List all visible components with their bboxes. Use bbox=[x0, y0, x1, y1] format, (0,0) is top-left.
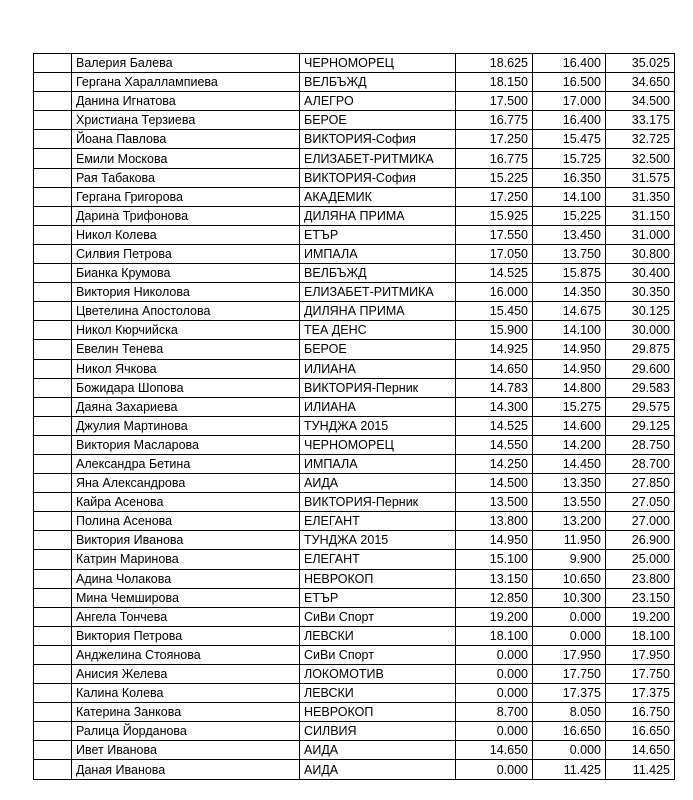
name-cell: Мина Чемширова bbox=[72, 588, 300, 607]
club-cell: НЕВРОКОП bbox=[300, 703, 456, 722]
total-cell: 31.350 bbox=[606, 187, 675, 206]
name-cell: Анджелина Стоянова bbox=[72, 645, 300, 664]
table-row bbox=[34, 264, 675, 283]
club-cell: ЧЕРНОМОРЕЦ bbox=[300, 54, 456, 73]
rank-cell bbox=[34, 454, 72, 473]
rank-cell bbox=[34, 92, 72, 111]
score1-cell: 17.550 bbox=[456, 225, 533, 244]
total-cell: 16.650 bbox=[606, 722, 675, 741]
score2-cell: 13.750 bbox=[533, 244, 606, 263]
club-cell: ЧЕРНОМОРЕЦ bbox=[300, 435, 456, 454]
score1-cell: 13.500 bbox=[456, 493, 533, 512]
score1-cell: 12.850 bbox=[456, 588, 533, 607]
table-row bbox=[34, 665, 675, 684]
score1-cell: 17.500 bbox=[456, 92, 533, 111]
name-cell: Никол Ячкова bbox=[72, 359, 300, 378]
table-row bbox=[34, 168, 675, 187]
club-cell: СИЛВИЯ bbox=[300, 722, 456, 741]
rank-cell bbox=[34, 378, 72, 397]
score2-cell: 14.950 bbox=[533, 340, 606, 359]
name-cell: Силвия Петрова bbox=[72, 244, 300, 263]
score2-cell: 0.000 bbox=[533, 607, 606, 626]
club-cell: ЕЛИЗАБЕТ-РИТМИКА bbox=[300, 283, 456, 302]
table-row bbox=[34, 703, 675, 722]
table-row bbox=[34, 244, 675, 263]
score2-cell: 14.675 bbox=[533, 302, 606, 321]
score2-cell: 0.000 bbox=[533, 626, 606, 645]
score2-cell: 15.875 bbox=[533, 264, 606, 283]
total-cell: 16.750 bbox=[606, 703, 675, 722]
name-cell: Анисия Желева bbox=[72, 665, 300, 684]
table-row bbox=[34, 340, 675, 359]
table-row bbox=[34, 416, 675, 435]
score1-cell: 19.200 bbox=[456, 607, 533, 626]
score2-cell: 17.750 bbox=[533, 665, 606, 684]
results-table bbox=[33, 53, 675, 780]
total-cell: 23.800 bbox=[606, 569, 675, 588]
total-cell: 17.375 bbox=[606, 684, 675, 703]
name-cell: Виктория Николова bbox=[72, 283, 300, 302]
name-cell: Кайра Асенова bbox=[72, 493, 300, 512]
score1-cell: 14.500 bbox=[456, 474, 533, 493]
table-row bbox=[34, 474, 675, 493]
total-cell: 34.650 bbox=[606, 73, 675, 92]
name-cell: Никол Кюрчийска bbox=[72, 321, 300, 340]
club-cell: ЕЛЕГАНТ bbox=[300, 550, 456, 569]
rank-cell bbox=[34, 550, 72, 569]
rank-cell bbox=[34, 264, 72, 283]
score1-cell: 14.650 bbox=[456, 741, 533, 760]
score2-cell: 14.950 bbox=[533, 359, 606, 378]
name-cell: Александра Бетина bbox=[72, 454, 300, 473]
table-row bbox=[34, 550, 675, 569]
score1-cell: 16.000 bbox=[456, 283, 533, 302]
name-cell: Гергана Григорова bbox=[72, 187, 300, 206]
name-cell: Даная Иванова bbox=[72, 760, 300, 779]
rank-cell bbox=[34, 493, 72, 512]
table-row bbox=[34, 149, 675, 168]
name-cell: Данина Игнатова bbox=[72, 92, 300, 111]
club-cell: НЕВРОКОП bbox=[300, 569, 456, 588]
score1-cell: 0.000 bbox=[456, 684, 533, 703]
rank-cell bbox=[34, 665, 72, 684]
score2-cell: 15.475 bbox=[533, 130, 606, 149]
rank-cell bbox=[34, 321, 72, 340]
table-row bbox=[34, 435, 675, 454]
total-cell: 31.150 bbox=[606, 206, 675, 225]
score1-cell: 14.525 bbox=[456, 416, 533, 435]
table-row bbox=[34, 607, 675, 626]
table-row bbox=[34, 54, 675, 73]
total-cell: 18.100 bbox=[606, 626, 675, 645]
results-table-body bbox=[34, 54, 675, 780]
total-cell: 30.400 bbox=[606, 264, 675, 283]
score2-cell: 11.425 bbox=[533, 760, 606, 779]
name-cell: Адина Чолакова bbox=[72, 569, 300, 588]
club-cell: БЕРОЕ bbox=[300, 340, 456, 359]
table-row bbox=[34, 225, 675, 244]
club-cell: СиВи Спорт bbox=[300, 607, 456, 626]
score1-cell: 14.525 bbox=[456, 264, 533, 283]
name-cell: Цветелина Апостолова bbox=[72, 302, 300, 321]
score2-cell: 14.350 bbox=[533, 283, 606, 302]
score1-cell: 14.250 bbox=[456, 454, 533, 473]
score2-cell: 15.225 bbox=[533, 206, 606, 225]
name-cell: Калина Колева bbox=[72, 684, 300, 703]
name-cell: Христиана Терзиева bbox=[72, 111, 300, 130]
club-cell: ТЕА ДЕНС bbox=[300, 321, 456, 340]
total-cell: 29.600 bbox=[606, 359, 675, 378]
club-cell: ЛЕВСКИ bbox=[300, 684, 456, 703]
total-cell: 32.500 bbox=[606, 149, 675, 168]
club-cell: ИЛИАНА bbox=[300, 397, 456, 416]
score1-cell: 18.625 bbox=[456, 54, 533, 73]
table-row bbox=[34, 626, 675, 645]
name-cell: Виктория Иванова bbox=[72, 531, 300, 550]
table-row bbox=[34, 283, 675, 302]
rank-cell bbox=[34, 722, 72, 741]
name-cell: Ивет Иванова bbox=[72, 741, 300, 760]
club-cell: ВИКТОРИЯ-София bbox=[300, 168, 456, 187]
score2-cell: 16.400 bbox=[533, 54, 606, 73]
score2-cell: 15.275 bbox=[533, 397, 606, 416]
score2-cell: 10.650 bbox=[533, 569, 606, 588]
name-cell: Гергана Хараллампиева bbox=[72, 73, 300, 92]
score1-cell: 13.150 bbox=[456, 569, 533, 588]
score1-cell: 0.000 bbox=[456, 760, 533, 779]
score1-cell: 14.550 bbox=[456, 435, 533, 454]
score1-cell: 15.225 bbox=[456, 168, 533, 187]
club-cell: ТУНДЖА 2015 bbox=[300, 531, 456, 550]
club-cell: ВИКТОРИЯ-София bbox=[300, 130, 456, 149]
name-cell: Полина Асенова bbox=[72, 512, 300, 531]
rank-cell bbox=[34, 340, 72, 359]
table-row bbox=[34, 206, 675, 225]
score1-cell: 15.925 bbox=[456, 206, 533, 225]
score1-cell: 0.000 bbox=[456, 722, 533, 741]
total-cell: 29.583 bbox=[606, 378, 675, 397]
score1-cell: 15.900 bbox=[456, 321, 533, 340]
rank-cell bbox=[34, 225, 72, 244]
rank-cell bbox=[34, 569, 72, 588]
name-cell: Ралица Йорданова bbox=[72, 722, 300, 741]
total-cell: 11.425 bbox=[606, 760, 675, 779]
rank-cell bbox=[34, 206, 72, 225]
name-cell: Дарина Трифонова bbox=[72, 206, 300, 225]
total-cell: 33.175 bbox=[606, 111, 675, 130]
rank-cell bbox=[34, 760, 72, 779]
score2-cell: 17.000 bbox=[533, 92, 606, 111]
score1-cell: 18.150 bbox=[456, 73, 533, 92]
total-cell: 34.500 bbox=[606, 92, 675, 111]
total-cell: 31.575 bbox=[606, 168, 675, 187]
score2-cell: 14.450 bbox=[533, 454, 606, 473]
rank-cell bbox=[34, 359, 72, 378]
score2-cell: 13.200 bbox=[533, 512, 606, 531]
total-cell: 27.000 bbox=[606, 512, 675, 531]
rank-cell bbox=[34, 684, 72, 703]
rank-cell bbox=[34, 130, 72, 149]
score2-cell: 0.000 bbox=[533, 741, 606, 760]
rank-cell bbox=[34, 54, 72, 73]
rank-cell bbox=[34, 416, 72, 435]
table-row bbox=[34, 684, 675, 703]
club-cell: СиВи Спорт bbox=[300, 645, 456, 664]
score2-cell: 16.350 bbox=[533, 168, 606, 187]
rank-cell bbox=[34, 187, 72, 206]
score1-cell: 14.650 bbox=[456, 359, 533, 378]
score2-cell: 14.100 bbox=[533, 321, 606, 340]
score2-cell: 10.300 bbox=[533, 588, 606, 607]
club-cell: АИДА bbox=[300, 760, 456, 779]
total-cell: 23.150 bbox=[606, 588, 675, 607]
table-row bbox=[34, 512, 675, 531]
score2-cell: 14.100 bbox=[533, 187, 606, 206]
total-cell: 30.350 bbox=[606, 283, 675, 302]
table-row bbox=[34, 187, 675, 206]
table-row bbox=[34, 493, 675, 512]
rank-cell bbox=[34, 703, 72, 722]
table-row bbox=[34, 569, 675, 588]
name-cell: Бианка Крумова bbox=[72, 264, 300, 283]
rank-cell bbox=[34, 111, 72, 130]
score1-cell: 8.700 bbox=[456, 703, 533, 722]
total-cell: 30.000 bbox=[606, 321, 675, 340]
score1-cell: 17.050 bbox=[456, 244, 533, 263]
score1-cell: 16.775 bbox=[456, 111, 533, 130]
total-cell: 25.000 bbox=[606, 550, 675, 569]
total-cell: 28.750 bbox=[606, 435, 675, 454]
score1-cell: 17.250 bbox=[456, 187, 533, 206]
total-cell: 35.025 bbox=[606, 54, 675, 73]
table-row bbox=[34, 302, 675, 321]
score1-cell: 14.300 bbox=[456, 397, 533, 416]
name-cell: Евелин Тенева bbox=[72, 340, 300, 359]
table-row bbox=[34, 454, 675, 473]
total-cell: 28.700 bbox=[606, 454, 675, 473]
name-cell: Ангела Тончева bbox=[72, 607, 300, 626]
club-cell: ТУНДЖА 2015 bbox=[300, 416, 456, 435]
name-cell: Йоана Павлова bbox=[72, 130, 300, 149]
total-cell: 30.800 bbox=[606, 244, 675, 263]
total-cell: 29.875 bbox=[606, 340, 675, 359]
score1-cell: 15.100 bbox=[456, 550, 533, 569]
club-cell: ВИКТОРИЯ-Перник bbox=[300, 378, 456, 397]
club-cell: ДИЛЯНА ПРИМА bbox=[300, 302, 456, 321]
club-cell: АИДА bbox=[300, 741, 456, 760]
score1-cell: 14.925 bbox=[456, 340, 533, 359]
name-cell: Виктория Петрова bbox=[72, 626, 300, 645]
score2-cell: 14.200 bbox=[533, 435, 606, 454]
score2-cell: 15.725 bbox=[533, 149, 606, 168]
table-row bbox=[34, 397, 675, 416]
total-cell: 27.850 bbox=[606, 474, 675, 493]
score1-cell: 18.100 bbox=[456, 626, 533, 645]
score2-cell: 11.950 bbox=[533, 531, 606, 550]
total-cell: 30.125 bbox=[606, 302, 675, 321]
club-cell: ИМПАЛА bbox=[300, 454, 456, 473]
score1-cell: 13.800 bbox=[456, 512, 533, 531]
rank-cell bbox=[34, 607, 72, 626]
club-cell: АКАДЕМИК bbox=[300, 187, 456, 206]
score2-cell: 16.500 bbox=[533, 73, 606, 92]
score1-cell: 15.450 bbox=[456, 302, 533, 321]
score2-cell: 14.800 bbox=[533, 378, 606, 397]
score1-cell: 14.950 bbox=[456, 531, 533, 550]
score1-cell: 17.250 bbox=[456, 130, 533, 149]
score2-cell: 13.350 bbox=[533, 474, 606, 493]
club-cell: ЛЕВСКИ bbox=[300, 626, 456, 645]
rank-cell bbox=[34, 512, 72, 531]
rank-cell bbox=[34, 435, 72, 454]
score1-cell: 0.000 bbox=[456, 645, 533, 664]
rank-cell bbox=[34, 588, 72, 607]
total-cell: 27.050 bbox=[606, 493, 675, 512]
table-row bbox=[34, 760, 675, 779]
club-cell: АЛЕГРО bbox=[300, 92, 456, 111]
table-row bbox=[34, 111, 675, 130]
rank-cell bbox=[34, 149, 72, 168]
club-cell: ВЕЛБЪЖД bbox=[300, 73, 456, 92]
table-row bbox=[34, 359, 675, 378]
name-cell: Валерия Балева bbox=[72, 54, 300, 73]
score2-cell: 13.450 bbox=[533, 225, 606, 244]
score1-cell: 14.783 bbox=[456, 378, 533, 397]
rank-cell bbox=[34, 474, 72, 493]
rank-cell bbox=[34, 168, 72, 187]
table-row bbox=[34, 588, 675, 607]
table-row bbox=[34, 378, 675, 397]
club-cell: ДИЛЯНА ПРИМА bbox=[300, 206, 456, 225]
name-cell: Божидара Шопова bbox=[72, 378, 300, 397]
club-cell: ЛОКОМОТИВ bbox=[300, 665, 456, 684]
club-cell: ИЛИАНА bbox=[300, 359, 456, 378]
total-cell: 29.125 bbox=[606, 416, 675, 435]
rank-cell bbox=[34, 626, 72, 645]
total-cell: 17.950 bbox=[606, 645, 675, 664]
table-row bbox=[34, 92, 675, 111]
total-cell: 32.725 bbox=[606, 130, 675, 149]
name-cell: Рая Табакова bbox=[72, 168, 300, 187]
score2-cell: 17.950 bbox=[533, 645, 606, 664]
score2-cell: 14.600 bbox=[533, 416, 606, 435]
score1-cell: 16.775 bbox=[456, 149, 533, 168]
score2-cell: 8.050 bbox=[533, 703, 606, 722]
rank-cell bbox=[34, 397, 72, 416]
name-cell: Даяна Захариева bbox=[72, 397, 300, 416]
score2-cell: 13.550 bbox=[533, 493, 606, 512]
rank-cell bbox=[34, 645, 72, 664]
table-row bbox=[34, 645, 675, 664]
name-cell: Емили Москова bbox=[72, 149, 300, 168]
table-row bbox=[34, 722, 675, 741]
score1-cell: 0.000 bbox=[456, 665, 533, 684]
total-cell: 26.900 bbox=[606, 531, 675, 550]
total-cell: 31.000 bbox=[606, 225, 675, 244]
score2-cell: 16.650 bbox=[533, 722, 606, 741]
total-cell: 17.750 bbox=[606, 665, 675, 684]
rank-cell bbox=[34, 244, 72, 263]
total-cell: 14.650 bbox=[606, 741, 675, 760]
score2-cell: 9.900 bbox=[533, 550, 606, 569]
rank-cell bbox=[34, 302, 72, 321]
club-cell: ЕТЪР bbox=[300, 588, 456, 607]
club-cell: АИДА bbox=[300, 474, 456, 493]
name-cell: Никол Колева bbox=[72, 225, 300, 244]
table-row bbox=[34, 741, 675, 760]
rank-cell bbox=[34, 531, 72, 550]
name-cell: Катерина Занкова bbox=[72, 703, 300, 722]
rank-cell bbox=[34, 741, 72, 760]
club-cell: ЕЛЕГАНТ bbox=[300, 512, 456, 531]
table-row bbox=[34, 321, 675, 340]
total-cell: 19.200 bbox=[606, 607, 675, 626]
club-cell: ИМПАЛА bbox=[300, 244, 456, 263]
total-cell: 29.575 bbox=[606, 397, 675, 416]
club-cell: ЕЛИЗАБЕТ-РИТМИКА bbox=[300, 149, 456, 168]
club-cell: БЕРОЕ bbox=[300, 111, 456, 130]
name-cell: Яна Александрова bbox=[72, 474, 300, 493]
table-row bbox=[34, 73, 675, 92]
rank-cell bbox=[34, 283, 72, 302]
club-cell: ВИКТОРИЯ-Перник bbox=[300, 493, 456, 512]
name-cell: Джулия Мартинова bbox=[72, 416, 300, 435]
table-row bbox=[34, 531, 675, 550]
name-cell: Виктория Масларова bbox=[72, 435, 300, 454]
name-cell: Катрин Маринова bbox=[72, 550, 300, 569]
table-row bbox=[34, 130, 675, 149]
club-cell: ВЕЛБЪЖД bbox=[300, 264, 456, 283]
rank-cell bbox=[34, 73, 72, 92]
club-cell: ЕТЪР bbox=[300, 225, 456, 244]
score2-cell: 17.375 bbox=[533, 684, 606, 703]
score2-cell: 16.400 bbox=[533, 111, 606, 130]
